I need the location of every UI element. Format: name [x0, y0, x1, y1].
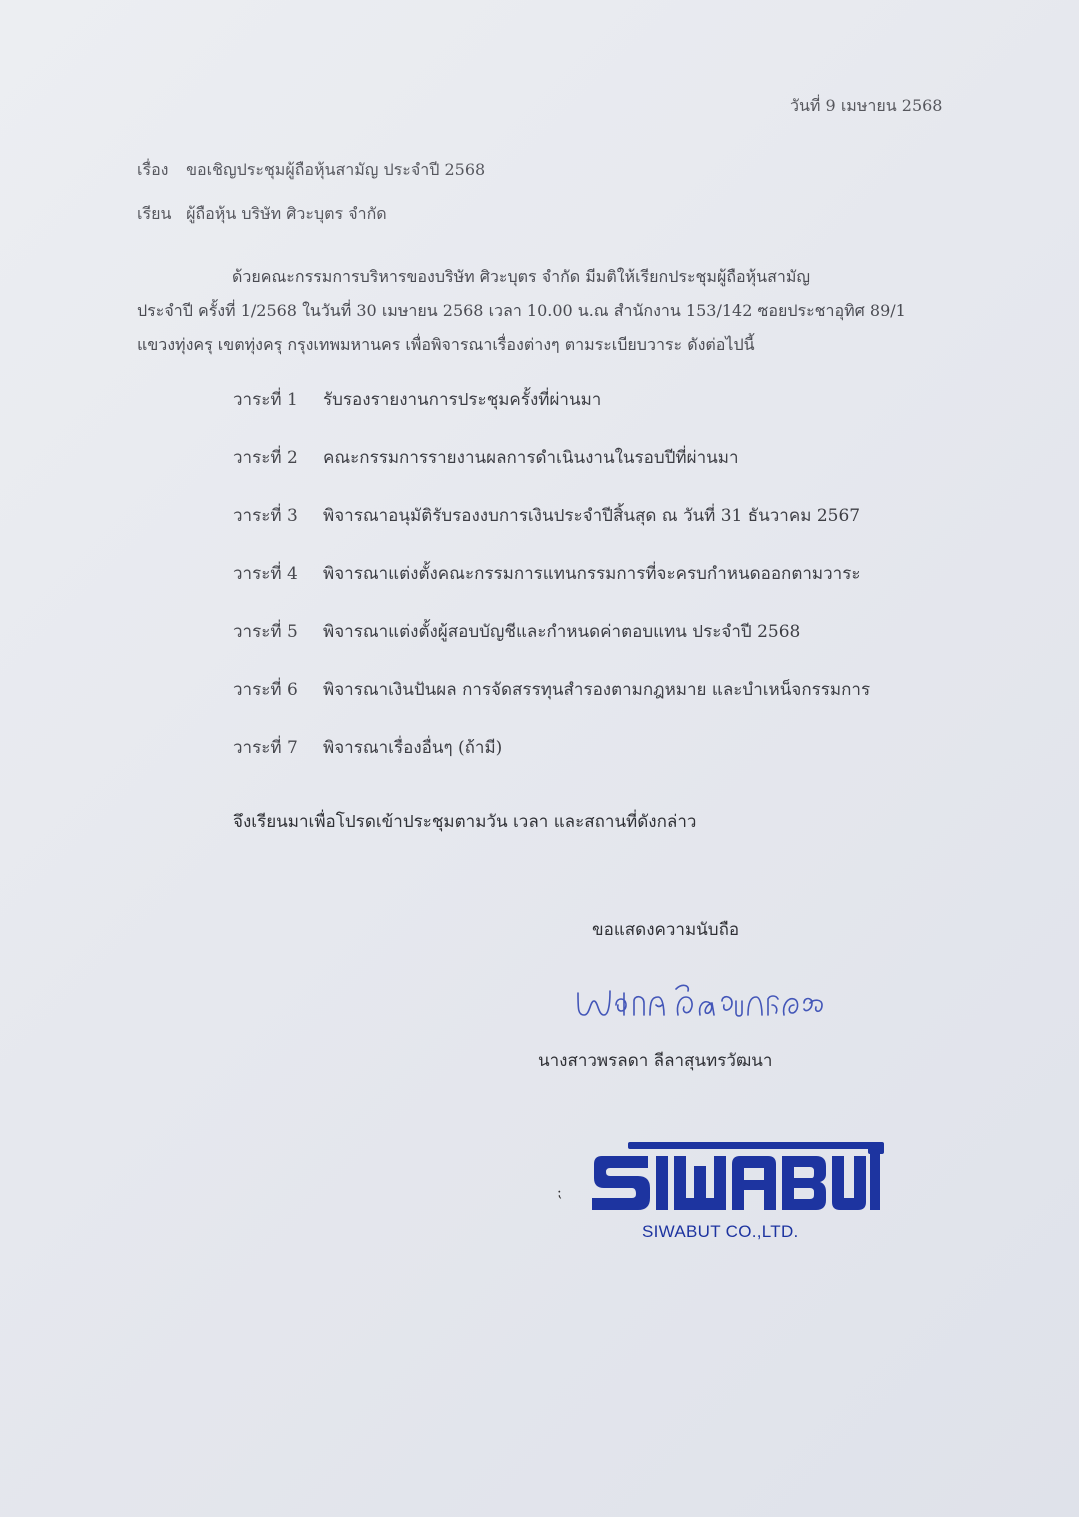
- agenda-text: พิจารณาแต่งตั้งผู้สอบบัญชีและกำหนดค่าตอบแทน ประจำปี 2568: [323, 622, 801, 642]
- agenda-number: วาระที่ 4: [233, 564, 298, 584]
- agenda-text: พิจารณาเงินปันผล การจัดสรรทุนสำรองตามกฎหมาย และบำเหน็จกรรมการ: [323, 680, 871, 700]
- agenda-item: [233, 444, 870, 502]
- agenda-item: [233, 560, 870, 618]
- signer-name: นางสาวพรลดา ลีลาสุนทรวัฒนา: [538, 1051, 773, 1071]
- letter-date: วันที่ 9 เมษายน 2568: [790, 96, 943, 115]
- body-paragraph: [137, 260, 962, 362]
- agenda-text: พิจารณาเรื่องอื่นๆ (ถ้ามี): [323, 738, 503, 758]
- agenda-text: พิจารณาแต่งตั้งคณะกรรมการแทนกรรมการที่จะครบกำหนดออกตามวาระ: [323, 564, 861, 584]
- subject-line: [137, 158, 485, 183]
- agenda-number: วาระที่ 1: [233, 390, 298, 410]
- paragraph-line-2: ประจำปี ครั้งที่ 1/2568 ในวันที่ 30 เมษายน 2568 เวลา 10.00 น.ณ สำนักงาน 153/142 ซอยประชาอุทิศ 89/1: [137, 301, 906, 320]
- agenda-text: คณะกรรมการรายงานผลการดำเนินงานในรอบปีที่ผ่านมา: [323, 448, 739, 468]
- salutation-line: [137, 202, 387, 227]
- agenda-number: วาระที่ 6: [233, 680, 298, 700]
- salutation-label: เรียน: [137, 204, 172, 223]
- agenda-item: [233, 676, 870, 734]
- agenda-number: วาระที่ 7: [233, 738, 298, 758]
- agenda-item: [233, 618, 870, 676]
- subject-label: เรื่อง: [137, 160, 169, 179]
- regards-line: ขอแสดงความนับถือ: [592, 920, 740, 940]
- stray-ink-mark: ⁏: [557, 1185, 562, 1201]
- agenda-number: วาระที่ 3: [233, 506, 298, 526]
- agenda-number: วาระที่ 2: [233, 448, 298, 468]
- closing-sentence: จึงเรียนมาเพื่อโปรดเข้าประชุมตามวัน เวลา และสถานที่ดังกล่าว: [233, 812, 697, 832]
- paragraph-line-1: ด้วยคณะกรรมการบริหารของบริษัท ศิวะบุตร จำกัด มีมติให้เรียกประชุมผู้ถือหุ้นสามัญ: [232, 267, 811, 286]
- agenda-item: [233, 502, 870, 560]
- handwritten-signature: [572, 975, 842, 1030]
- agenda-text: พิจารณาอนุมัติรับรองงบการเงินประจำปีสิ้นสุด ณ วันที่ 31 ธันวาคม 2567: [323, 506, 861, 526]
- agenda-text: รับรองรายงานการประชุมครั้งที่ผ่านมา: [323, 390, 602, 410]
- agenda-item: [233, 734, 870, 792]
- paragraph-line-3: แขวงทุ่งครุ เขตทุ่งครุ กรุงเทพมหานคร เพื่อพิจารณาเรื่องต่างๆ ตามระเบียบวาระ ดังต่อไปนี้: [137, 335, 755, 354]
- agenda-list: [233, 386, 870, 792]
- salutation-text: ผู้ถือหุ้น บริษัท ศิวะบุตร จำกัด: [186, 204, 387, 223]
- agenda-item: [233, 386, 870, 444]
- agenda-number: วาระที่ 5: [233, 622, 298, 642]
- subject-text: ขอเชิญประชุมผู้ถือหุ้นสามัญ ประจำปี 2568: [186, 160, 486, 179]
- logo-subtitle: SIWABUT CO.,LTD.: [642, 1222, 799, 1241]
